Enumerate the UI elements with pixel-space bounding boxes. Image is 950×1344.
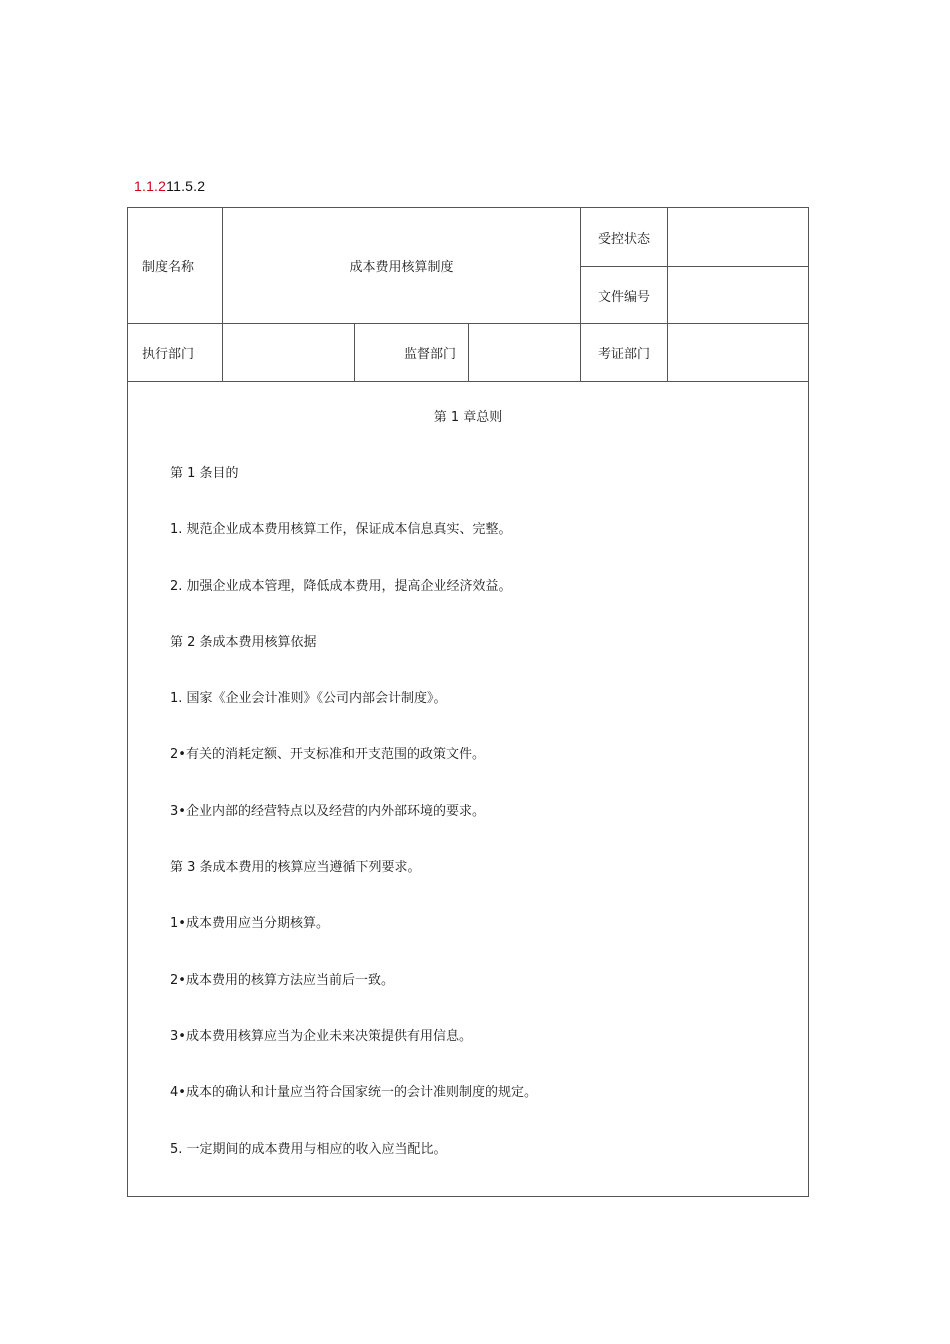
article-3-item-5: 5. 一定期间的成本费用与相应的收入应当配比。 <box>170 1141 447 1157</box>
chapter-heading: 第 1 章总则 <box>433 410 503 425</box>
regulation-name-label: 制度名称 <box>128 208 223 324</box>
execution-department-value[interactable] <box>223 324 355 382</box>
control-status-value[interactable] <box>668 208 809 267</box>
regulation-content-cell <box>128 382 809 1197</box>
article-3-item-4: 4•成本的确认和计量应当符合国家统一的会计准则制度的规定。 <box>170 1085 537 1101</box>
review-department-label: 考证部门 <box>581 324 668 382</box>
article-2-item-2: 2•有关的消耗定额、开支标准和开支范围的政策文件。 <box>170 747 485 763</box>
regulation-content <box>128 382 808 1196</box>
article-1-item-2: 2. 加强企业成本管理，降低成本费用，提高企业经济效益。 <box>170 578 512 594</box>
document-number-prefix: 1.1.2 <box>134 178 167 194</box>
article-2-item-3: 3•企业内部的经营特点以及经营的内外部环境的要求。 <box>170 803 485 819</box>
review-department-value[interactable] <box>668 324 809 382</box>
article-1-item-1: 1. 规范企业成本费用核算工作，保证成本信息真实、完整。 <box>170 522 512 538</box>
file-number-value[interactable] <box>668 267 809 324</box>
supervision-department-label: 监督部门 <box>355 324 469 382</box>
article-3-item-3: 3•成本费用核算应当为企业未来决策提供有用信息。 <box>170 1028 472 1044</box>
regulation-name-value: 成本费用核算制度 <box>223 208 581 324</box>
file-number-label: 文件编号 <box>581 267 668 324</box>
article-2-item-1: 1. 国家《企业会计准则》《公司内部会计制度》。 <box>170 691 447 707</box>
article-1-heading: 第 1 条目的 <box>170 466 239 481</box>
execution-department-label: 执行部门 <box>128 324 223 382</box>
article-3-item-1: 1•成本费用应当分期核算。 <box>170 916 329 932</box>
article-3-heading: 第 3 条成本费用的核算应当遵循下列要求。 <box>170 860 421 876</box>
document-number-suffix: 11.5.2 <box>166 178 206 194</box>
document-number <box>134 178 205 194</box>
regulation-form-table <box>127 207 809 1197</box>
article-2-heading: 第 2 条成本费用核算依据 <box>170 634 317 650</box>
article-3-item-2: 2•成本费用的核算方法应当前后一致。 <box>170 972 394 988</box>
supervision-department-value[interactable] <box>469 324 581 382</box>
control-status-label: 受控状态 <box>581 208 668 267</box>
